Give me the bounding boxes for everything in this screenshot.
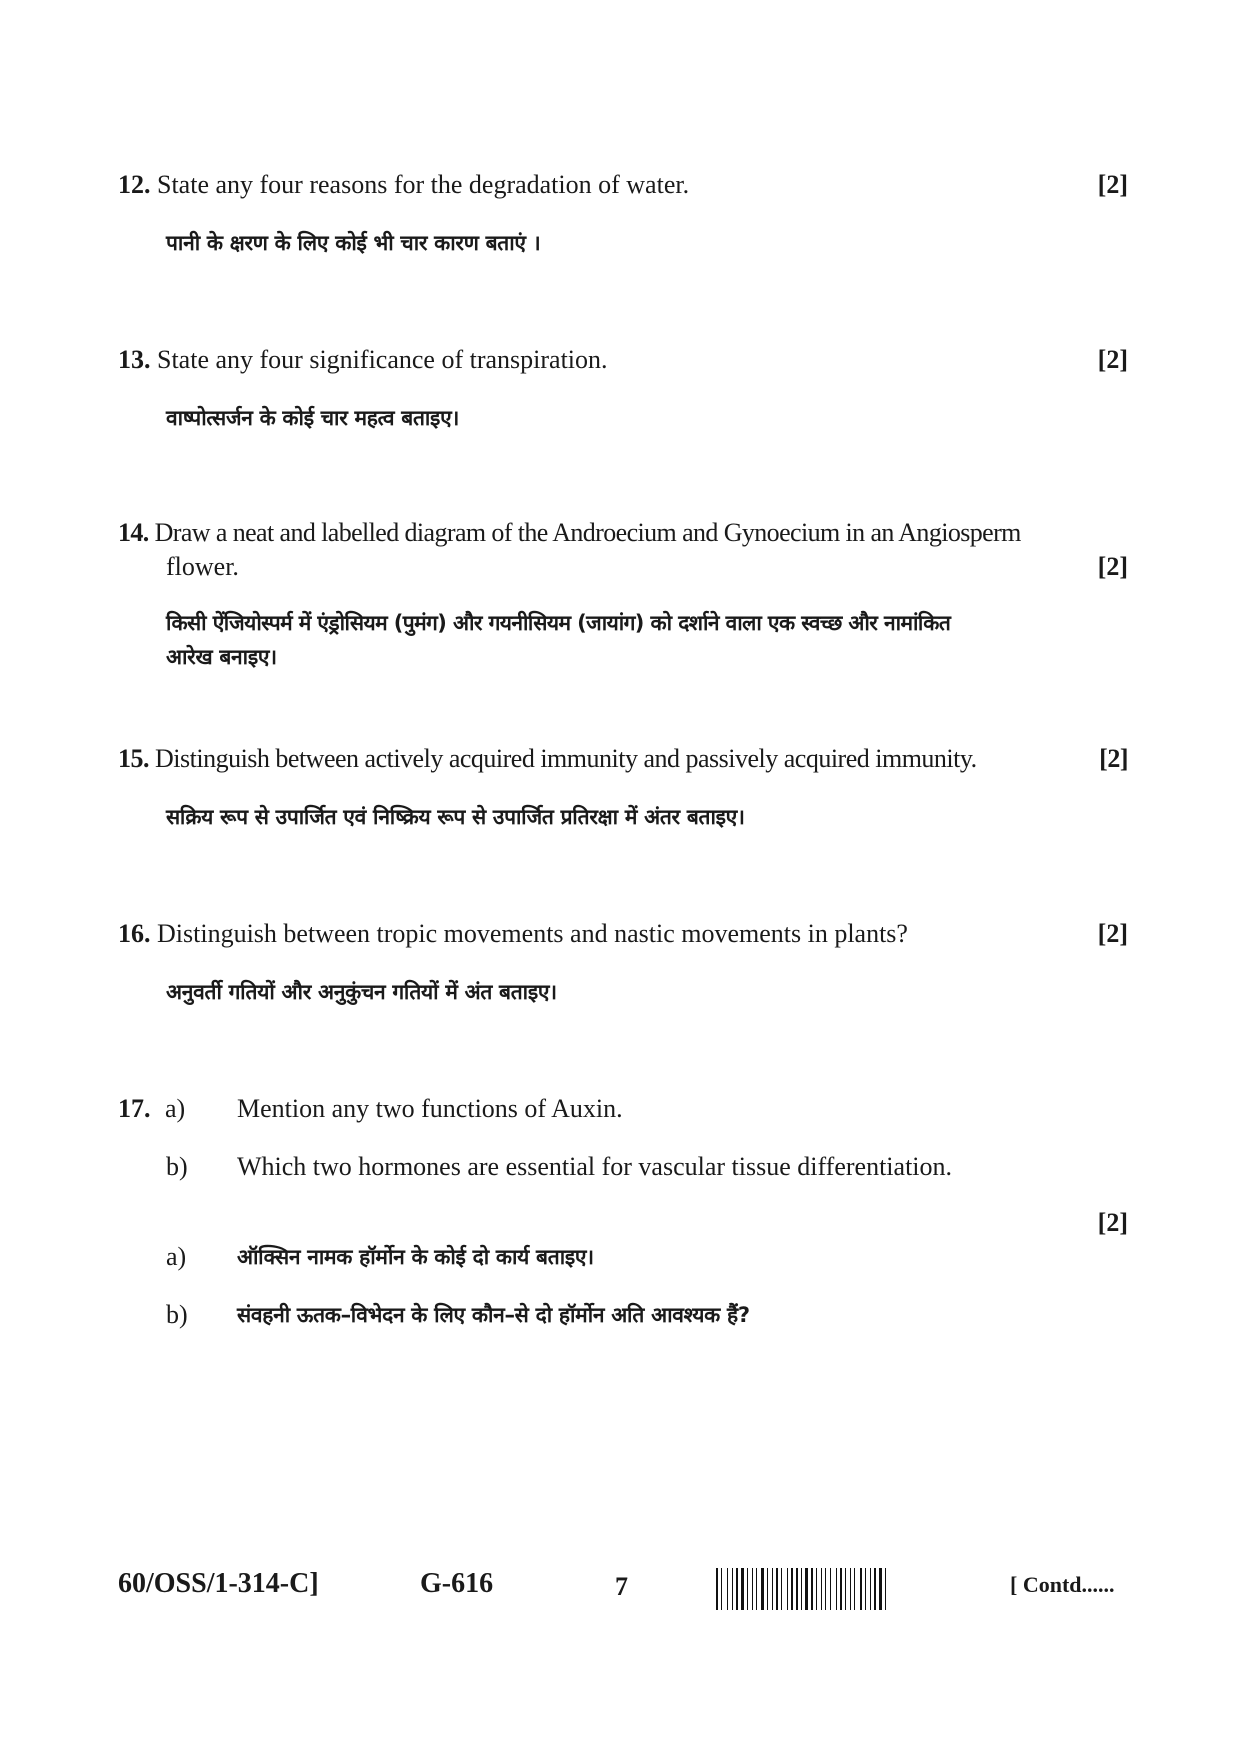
barcode-bar (816, 1568, 817, 1610)
barcode-bar (781, 1568, 782, 1610)
barcode-bar (874, 1568, 876, 1610)
barcode-bar (747, 1568, 748, 1610)
barcode-bar (716, 1568, 718, 1610)
question-hindi-line1: किसी ऐंजियोस्पर्म में एंड्रोसियम (पुमंग) और गयनीसियम (जायांग) को दर्शाने वाला एक स्वच्छ और नामांकित (166, 611, 951, 635)
question-hindi-part-b (118, 1298, 1128, 1332)
series-code: G-616 (420, 1568, 494, 1599)
barcode-bar (767, 1568, 768, 1610)
question-part-a (118, 1092, 1128, 1126)
barcode-bar (854, 1568, 855, 1610)
barcode-bar (749, 1568, 751, 1610)
barcode-bar (774, 1568, 775, 1610)
barcode-bar (870, 1568, 871, 1610)
question-15 (118, 742, 1128, 834)
barcode-bar (877, 1568, 878, 1610)
barcode-bar (827, 1568, 829, 1610)
marks: [2] (1097, 345, 1128, 374)
part-label: b) (166, 1300, 188, 1329)
question-17 (118, 1092, 1128, 1332)
barcode-bar (783, 1568, 786, 1610)
barcode-bar (863, 1568, 864, 1610)
barcode-bar (805, 1568, 808, 1610)
marks: [2] (1097, 919, 1128, 948)
barcode-bar (867, 1568, 869, 1610)
page-number: 7 (615, 1572, 628, 1601)
question-english (118, 917, 1128, 951)
barcode-bar (856, 1568, 859, 1610)
part-text: Which two hormones are essential for vascular tissue differentiation. (237, 1152, 953, 1181)
barcode-bar (761, 1568, 764, 1610)
question-text: Distinguish between tropic movements and nastic movements in plants? (157, 919, 908, 948)
barcode-bar (772, 1568, 773, 1610)
question-number: 16. (118, 919, 151, 948)
barcode-bar (739, 1568, 740, 1610)
barcode-bar (787, 1568, 788, 1610)
question-number: 14. (118, 518, 149, 547)
marks: [2] (1099, 744, 1128, 773)
barcode-bar (765, 1568, 766, 1610)
barcode-bar (736, 1568, 738, 1610)
barcode-bar (727, 1568, 728, 1610)
barcode-bar (830, 1568, 831, 1610)
question-english (118, 168, 1128, 202)
question-marks-row (118, 1206, 1128, 1240)
question-part-b (118, 1150, 1128, 1184)
paper-code: 60/OSS/1-314-C] (118, 1568, 319, 1599)
question-english (118, 343, 1128, 377)
barcode-bar (801, 1568, 802, 1610)
barcode-bar (721, 1568, 722, 1610)
barcode-bar (850, 1568, 851, 1610)
question-hindi: वाष्पोत्सर्जन के कोई चार महत्व बताइए। (166, 406, 460, 430)
barcode-bar (752, 1568, 753, 1610)
question-text: Distinguish between actively acquired immunity and passively acquired immunity. (155, 744, 977, 773)
barcode-bar (860, 1568, 862, 1610)
contd-label: [ Contd...... (1010, 1572, 1115, 1597)
barcode-bar (836, 1568, 837, 1610)
question-english-line2 (166, 550, 1128, 584)
question-12 (118, 168, 1128, 260)
barcode-bar (732, 1568, 733, 1610)
barcode-bar (796, 1568, 798, 1610)
question-16 (118, 917, 1128, 1009)
question-english (118, 742, 1128, 776)
marks: [2] (1097, 170, 1128, 199)
barcode-bar (769, 1568, 771, 1610)
barcode-bar (719, 1568, 720, 1610)
barcode-bar (789, 1568, 790, 1610)
barcode-bar (832, 1568, 835, 1610)
barcode-bar (776, 1568, 778, 1610)
question-text: State any four significance of transpiration. (157, 345, 608, 374)
barcode-bar (885, 1568, 886, 1610)
barcode-bar (814, 1568, 815, 1610)
barcode-bar (847, 1568, 849, 1610)
barcode-bar (840, 1568, 842, 1610)
part-label: b) (166, 1152, 188, 1181)
barcode-bar (887, 1568, 889, 1610)
question-14 (118, 516, 1128, 674)
barcode-bar (823, 1568, 824, 1610)
barcode-bar (821, 1568, 822, 1610)
barcode-bar (852, 1568, 853, 1610)
marks: [2] (1097, 1208, 1128, 1237)
barcode-bar (845, 1568, 846, 1610)
marks: [2] (1097, 552, 1128, 581)
question-hindi-part-a (118, 1240, 1128, 1274)
barcode-bar (779, 1568, 780, 1610)
question-hindi-line2: आरेख बनाइए। (166, 645, 277, 669)
barcode-bar (799, 1568, 800, 1610)
barcode-bar (872, 1568, 873, 1610)
barcode-bar (791, 1568, 793, 1610)
barcode-bar (723, 1568, 726, 1610)
question-hindi: सक्रिय रूप से उपार्जित एवं निष्क्रिय रूप से उपार्जित प्रतिरक्षा में अंतर बताइए। (166, 805, 745, 829)
part-label: a) (166, 1242, 187, 1271)
barcode-bar (865, 1568, 866, 1610)
barcode-bar (729, 1568, 731, 1610)
part-text-hindi: संवहनी ऊतक–विभेदन के लिए कौन–से दो हॉर्मोन अति आवश्यक हैं? (237, 1303, 750, 1327)
barcode-bar (809, 1568, 810, 1610)
question-text-line2: flower. (166, 552, 239, 581)
barcode-bar (838, 1568, 839, 1610)
question-text: State any four reasons for the degradation of water. (157, 170, 690, 199)
part-text: Mention any two functions of Auxin. (237, 1094, 623, 1123)
question-13 (118, 343, 1128, 435)
barcode-bar (818, 1568, 820, 1610)
question-text-line1: Draw a neat and labelled diagram of the Androecium and Gynoecium in an Angiosperm (154, 518, 1021, 547)
barcode-bar (745, 1568, 746, 1610)
barcode-bar (794, 1568, 795, 1610)
barcode-bar (754, 1568, 755, 1610)
barcode-bar (803, 1568, 804, 1610)
barcode-bar (843, 1568, 844, 1610)
barcode-bar (758, 1568, 760, 1610)
barcode-bar (825, 1568, 826, 1610)
question-hindi: अनुवर्ती गतियों और अनुकुंचन गतियों में अंत बताइए। (166, 980, 557, 1004)
question-hindi: पानी के क्षरण के लिए कोई भी चार कारण बताएं । (166, 231, 541, 255)
question-number: 17. (118, 1094, 151, 1123)
barcode (716, 1568, 984, 1610)
question-number: 15. (118, 744, 149, 773)
barcode-bar (741, 1568, 744, 1610)
question-number: 12. (118, 170, 151, 199)
part-text-hindi: ऑक्सिन नामक हॉर्मोन के कोई दो कार्य बताइए। (237, 1245, 594, 1269)
barcode-bar (734, 1568, 735, 1610)
barcode-bar (883, 1568, 884, 1610)
barcode-bar (811, 1568, 813, 1610)
barcode-bar (879, 1568, 882, 1610)
question-english (118, 516, 1128, 550)
question-number: 13. (118, 345, 151, 374)
barcode-bar (756, 1568, 757, 1610)
part-label: a) (165, 1094, 186, 1123)
